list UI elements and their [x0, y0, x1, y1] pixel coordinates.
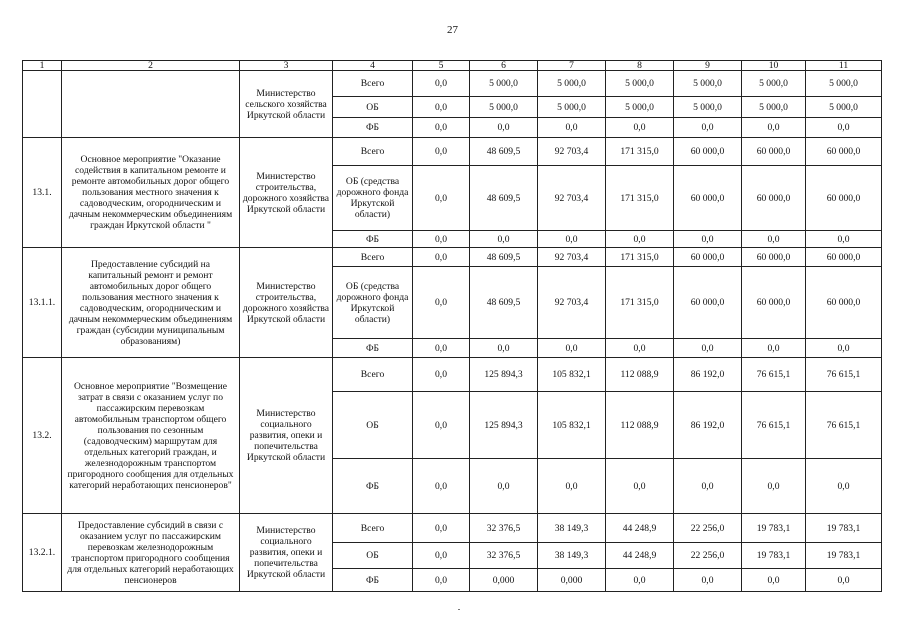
amount-cell: 44 248,9 [606, 543, 674, 569]
amount-cell: 60 000,0 [806, 248, 882, 267]
funding-source: Всего [333, 71, 413, 97]
amount-cell: 92 703,4 [538, 267, 606, 339]
amount-cell: 0,0 [674, 231, 742, 248]
amount-cell: 105 832,1 [538, 392, 606, 459]
funding-source: Всего [333, 358, 413, 392]
amount-cell: 5 000,0 [470, 71, 538, 97]
header-row [23, 61, 882, 71]
amount-cell: 0,0 [538, 459, 606, 514]
amount-cell: 0,0 [413, 231, 470, 248]
amount-cell: 32 376,5 [470, 514, 538, 543]
amount-cell: 48 609,5 [470, 267, 538, 339]
amount-cell: 5 000,0 [470, 97, 538, 118]
amount-cell: 92 703,4 [538, 248, 606, 267]
funding-source: ФБ [333, 118, 413, 138]
funding-source: ФБ [333, 459, 413, 514]
amount-cell: 0,0 [806, 118, 882, 138]
amount-cell: 92 703,4 [538, 166, 606, 231]
amount-cell: 38 149,3 [538, 514, 606, 543]
column-header: 8 [606, 61, 674, 71]
amount-cell: 0,0 [806, 459, 882, 514]
amount-cell: 0,0 [538, 118, 606, 138]
amount-cell: 0,0 [413, 267, 470, 339]
amount-cell: 5 000,0 [538, 97, 606, 118]
amount-cell: 86 192,0 [674, 358, 742, 392]
amount-cell: 0,0 [413, 71, 470, 97]
column-header: 4 [333, 61, 413, 71]
amount-cell: 5 000,0 [742, 71, 806, 97]
amount-cell: 171 315,0 [606, 248, 674, 267]
column-header: 6 [470, 61, 538, 71]
amount-cell: 0,0 [470, 231, 538, 248]
amount-cell: 22 256,0 [674, 543, 742, 569]
column-header: 11 [806, 61, 882, 71]
funding-source: ОБ [333, 543, 413, 569]
executor-name: Министерство сельского хозяйства Иркутской области [240, 71, 333, 138]
amount-cell: 60 000,0 [742, 248, 806, 267]
amount-cell: 0,0 [413, 166, 470, 231]
executor-name: Министерство строительства, дорожного хозяйства Иркутской области [240, 138, 333, 248]
row-code: 13.2. [23, 358, 62, 514]
amount-cell: 0,0 [606, 231, 674, 248]
amount-cell: 44 248,9 [606, 514, 674, 543]
amount-cell: 0,0 [413, 138, 470, 166]
row-code: 13.1. [23, 138, 62, 248]
amount-cell: 0,0 [606, 339, 674, 358]
amount-cell: 5 000,0 [538, 71, 606, 97]
amount-cell: 38 149,3 [538, 543, 606, 569]
column-header: 10 [742, 61, 806, 71]
funding-source: ОБ (средства дорожного фонда Иркутской области) [333, 267, 413, 339]
table-row [23, 138, 882, 166]
amount-cell: 76 615,1 [742, 358, 806, 392]
funding-source: ОБ [333, 97, 413, 118]
amount-cell: 48 609,5 [470, 248, 538, 267]
table-row [23, 514, 882, 543]
amount-cell: 48 609,5 [470, 166, 538, 231]
column-header: 9 [674, 61, 742, 71]
amount-cell: 0,0 [742, 231, 806, 248]
amount-cell: 60 000,0 [742, 138, 806, 166]
amount-cell: 76 615,1 [806, 358, 882, 392]
amount-cell: 0,0 [470, 339, 538, 358]
amount-cell: 112 088,9 [606, 392, 674, 459]
activity-name: Предоставление субсидий на капитальный ремонт и ремонт автомобильных дорог общего пользования местного значения к садоводческим, огородническим и дачным некоммерческим объединениям граждан (субсидии муниципальным образованиям) [62, 248, 240, 358]
funding-source: ОБ (средства дорожного фонда Иркутской области) [333, 166, 413, 231]
amount-cell: 125 894,3 [470, 358, 538, 392]
amount-cell: 60 000,0 [674, 248, 742, 267]
amount-cell: 60 000,0 [674, 166, 742, 231]
amount-cell: 5 000,0 [806, 97, 882, 118]
amount-cell: 0,0 [742, 118, 806, 138]
amount-cell: 5 000,0 [606, 97, 674, 118]
amount-cell: 0,0 [606, 118, 674, 138]
amount-cell: 0,0 [674, 118, 742, 138]
amount-cell: 60 000,0 [674, 138, 742, 166]
funding-source: Всего [333, 514, 413, 543]
amount-cell: 0,0 [413, 118, 470, 138]
page-number: 27 [447, 24, 458, 36]
amount-cell: 0,0 [674, 339, 742, 358]
funding-source: Всего [333, 138, 413, 166]
amount-cell: 60 000,0 [806, 267, 882, 339]
amount-cell: 22 256,0 [674, 514, 742, 543]
column-header: 3 [240, 61, 333, 71]
funding-source: ОБ [333, 392, 413, 459]
executor-name: Министерство социального развития, опеки и попечительства Иркутской области [240, 514, 333, 592]
amount-cell: 171 315,0 [606, 138, 674, 166]
amount-cell: 19 783,1 [806, 514, 882, 543]
amount-cell: 0,0 [413, 97, 470, 118]
amount-cell: 19 783,1 [806, 543, 882, 569]
amount-cell: 76 615,1 [806, 392, 882, 459]
amount-cell: 0,0 [806, 231, 882, 248]
amount-cell: 60 000,0 [674, 267, 742, 339]
amount-cell: 0,0 [742, 459, 806, 514]
amount-cell: 0,0 [538, 339, 606, 358]
amount-cell: 171 315,0 [606, 267, 674, 339]
amount-cell: 5 000,0 [674, 97, 742, 118]
row-code [23, 71, 62, 138]
executor-name: Министерство строительства, дорожного хозяйства Иркутской области [240, 248, 333, 358]
amount-cell: 60 000,0 [742, 267, 806, 339]
amount-cell: 0,0 [470, 118, 538, 138]
amount-cell: 32 376,5 [470, 543, 538, 569]
amount-cell: 0,0 [413, 514, 470, 543]
activity-name: Основное мероприятие "Возмещение затрат в связи с оказанием услуг по пассажирским перевозкам автомобильным транспортом общего пользования по сезонным (садоводческим) маршрутам для отдельных категорий граждан, и железнодорожным транспортом пригородного сообщения для отдельных категорий неработающих пенсионеров" [62, 358, 240, 514]
funding-source: ФБ [333, 231, 413, 248]
scan-mark [458, 609, 460, 610]
amount-cell: 0,0 [413, 569, 470, 592]
column-header: 7 [538, 61, 606, 71]
amount-cell: 0,000 [538, 569, 606, 592]
row-code: 13.2.1. [23, 514, 62, 592]
column-header: 1 [23, 61, 62, 71]
funding-source: ФБ [333, 569, 413, 592]
funding-source: Всего [333, 248, 413, 267]
amount-cell: 76 615,1 [742, 392, 806, 459]
amount-cell: 48 609,5 [470, 138, 538, 166]
amount-cell: 0,0 [413, 339, 470, 358]
amount-cell: 92 703,4 [538, 138, 606, 166]
budget-table [22, 60, 882, 592]
amount-cell: 105 832,1 [538, 358, 606, 392]
column-header: 5 [413, 61, 470, 71]
amount-cell: 5 000,0 [606, 71, 674, 97]
amount-cell: 0,0 [470, 459, 538, 514]
amount-cell: 125 894,3 [470, 392, 538, 459]
amount-cell: 0,0 [742, 339, 806, 358]
amount-cell: 60 000,0 [806, 138, 882, 166]
amount-cell: 0,0 [674, 459, 742, 514]
amount-cell: 0,000 [470, 569, 538, 592]
amount-cell: 0,0 [413, 392, 470, 459]
amount-cell: 86 192,0 [674, 392, 742, 459]
amount-cell: 60 000,0 [806, 166, 882, 231]
amount-cell: 5 000,0 [806, 71, 882, 97]
amount-cell: 0,0 [806, 569, 882, 592]
amount-cell: 0,0 [806, 339, 882, 358]
amount-cell: 0,0 [674, 569, 742, 592]
amount-cell: 0,0 [413, 459, 470, 514]
executor-name: Министерство социального развития, опеки и попечительства Иркутской области [240, 358, 333, 514]
amount-cell: 112 088,9 [606, 358, 674, 392]
amount-cell: 0,0 [538, 231, 606, 248]
table-row [23, 71, 882, 97]
activity-name: Основное мероприятие "Оказание содействия в капитальном ремонте и ремонте автомобильных дорог общего пользования местного значения к садоводческим, огородническим и дачным некоммерческим объединениям граждан Иркутской области " [62, 138, 240, 248]
amount-cell: 171 315,0 [606, 166, 674, 231]
column-header: 2 [62, 61, 240, 71]
amount-cell: 19 783,1 [742, 514, 806, 543]
amount-cell: 0,0 [606, 569, 674, 592]
amount-cell: 0,0 [413, 248, 470, 267]
funding-source: ФБ [333, 339, 413, 358]
activity-name [62, 71, 240, 138]
amount-cell: 5 000,0 [674, 71, 742, 97]
amount-cell: 19 783,1 [742, 543, 806, 569]
amount-cell: 0,0 [742, 569, 806, 592]
amount-cell: 60 000,0 [742, 166, 806, 231]
table-row [23, 358, 882, 392]
amount-cell: 5 000,0 [742, 97, 806, 118]
amount-cell: 0,0 [606, 459, 674, 514]
activity-name: Предоставление субсидий в связи с оказанием услуг по пассажирским перевозкам железнодорожным транспортом пригородного сообщения для отдельных категорий неработающих пенсионеров [62, 514, 240, 592]
amount-cell: 0,0 [413, 543, 470, 569]
amount-cell: 0,0 [413, 358, 470, 392]
table-row [23, 248, 882, 267]
row-code: 13.1.1. [23, 248, 62, 358]
